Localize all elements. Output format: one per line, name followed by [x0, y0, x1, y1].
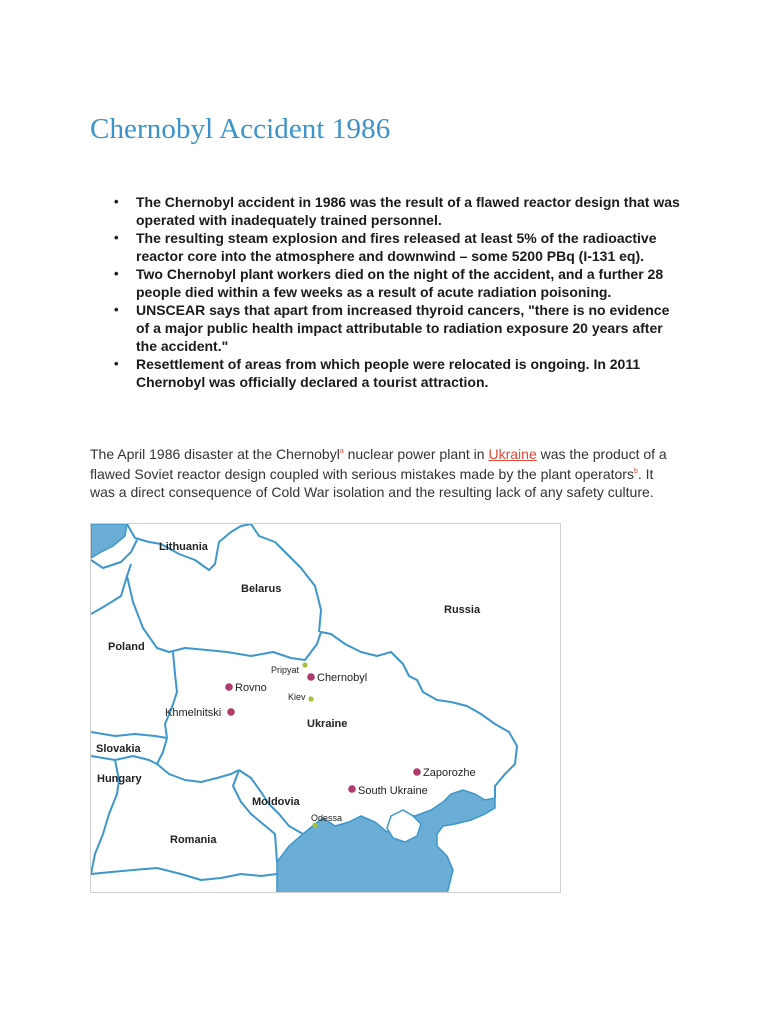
label-khmelnitski: Khmelnitski [165, 707, 222, 719]
paragraph-text: The April 1986 disaster at the Chernobyl [90, 446, 340, 462]
footnote-ref-b[interactable]: b [633, 468, 638, 475]
footnote-ref-a[interactable]: a [339, 448, 344, 455]
list-item: • UNSCEAR says that apart from increased thyroid cancers, "there is no evidence of a major public health impact attributable to radiation exposure 20 years after the accident." [114, 301, 684, 355]
key-points-list [114, 193, 684, 391]
plant-marker-zaporozhe [413, 768, 421, 776]
list-item: • The Chernobyl accident in 1986 was the result of a flawed reactor design that was operated with inadequately trained personnel. [114, 193, 684, 229]
city-marker-pripyat [302, 662, 307, 667]
baltic-sea [91, 524, 127, 558]
list-item: • Resettlement of areas from which people were relocated is ongoing. In 2011 Chernobyl was officially declared a tourist attraction. [114, 355, 684, 391]
paragraph-text: was the product of a flawed Soviet reactor design coupled with serious mistakes made by the plant operators [90, 446, 667, 482]
plant-marker-south-ukraine [348, 785, 356, 793]
label-hungary: Hungary [97, 773, 142, 785]
city-marker-odessa [312, 822, 317, 827]
label-south-ukraine: South Ukraine [358, 785, 428, 797]
list-item: • The resulting steam explosion and fires released at least 5% of the radioactive reactor core into the atmosphere and downwind – some 5200 PBq (I-131 eq). [114, 229, 684, 265]
label-zaporozhe: Zaporozhe [423, 767, 476, 779]
label-poland: Poland [108, 641, 145, 653]
plant-marker-rovno [225, 683, 233, 691]
country-borders [91, 524, 517, 880]
label-kiev: Kiev [288, 692, 306, 702]
label-romania: Romania [170, 834, 217, 846]
ukraine-nuclear-plants-map [90, 523, 561, 893]
label-lithuania: Lithuania [159, 541, 208, 553]
label-slovakia: Slovakia [96, 743, 141, 755]
label-moldovia: Moldovia [252, 796, 300, 808]
crimea-shape [387, 810, 421, 842]
label-pripyat: Pripyat [271, 665, 300, 675]
label-russia: Russia [444, 604, 481, 616]
ukraine-link[interactable]: Ukraine [488, 446, 537, 462]
label-chernobyl: Chernobyl [317, 672, 368, 684]
map-graphic [91, 524, 561, 893]
plant-marker-khmelnitski [227, 708, 235, 716]
label-odessa: Odessa [311, 813, 343, 823]
label-ukraine: Ukraine [307, 718, 348, 730]
label-belarus: Belarus [241, 583, 282, 595]
black-sea [277, 790, 495, 893]
paragraph-text: . It was a direct consequence of Cold War isolation and the resulting lack of any safety culture. [90, 466, 654, 500]
plant-marker-chernobyl [307, 673, 315, 681]
city-marker-kiev [308, 696, 313, 701]
list-item: • Two Chernobyl plant workers died on the night of the accident, and a further 28 people died within a few weeks as a result of acute radiation poisoning. [114, 265, 684, 301]
page-title: Chernobyl Accident 1986 [90, 113, 391, 145]
label-rovno: Rovno [235, 682, 267, 694]
paragraph-text: nuclear power plant in [343, 446, 489, 462]
intro-paragraph [90, 443, 670, 501]
